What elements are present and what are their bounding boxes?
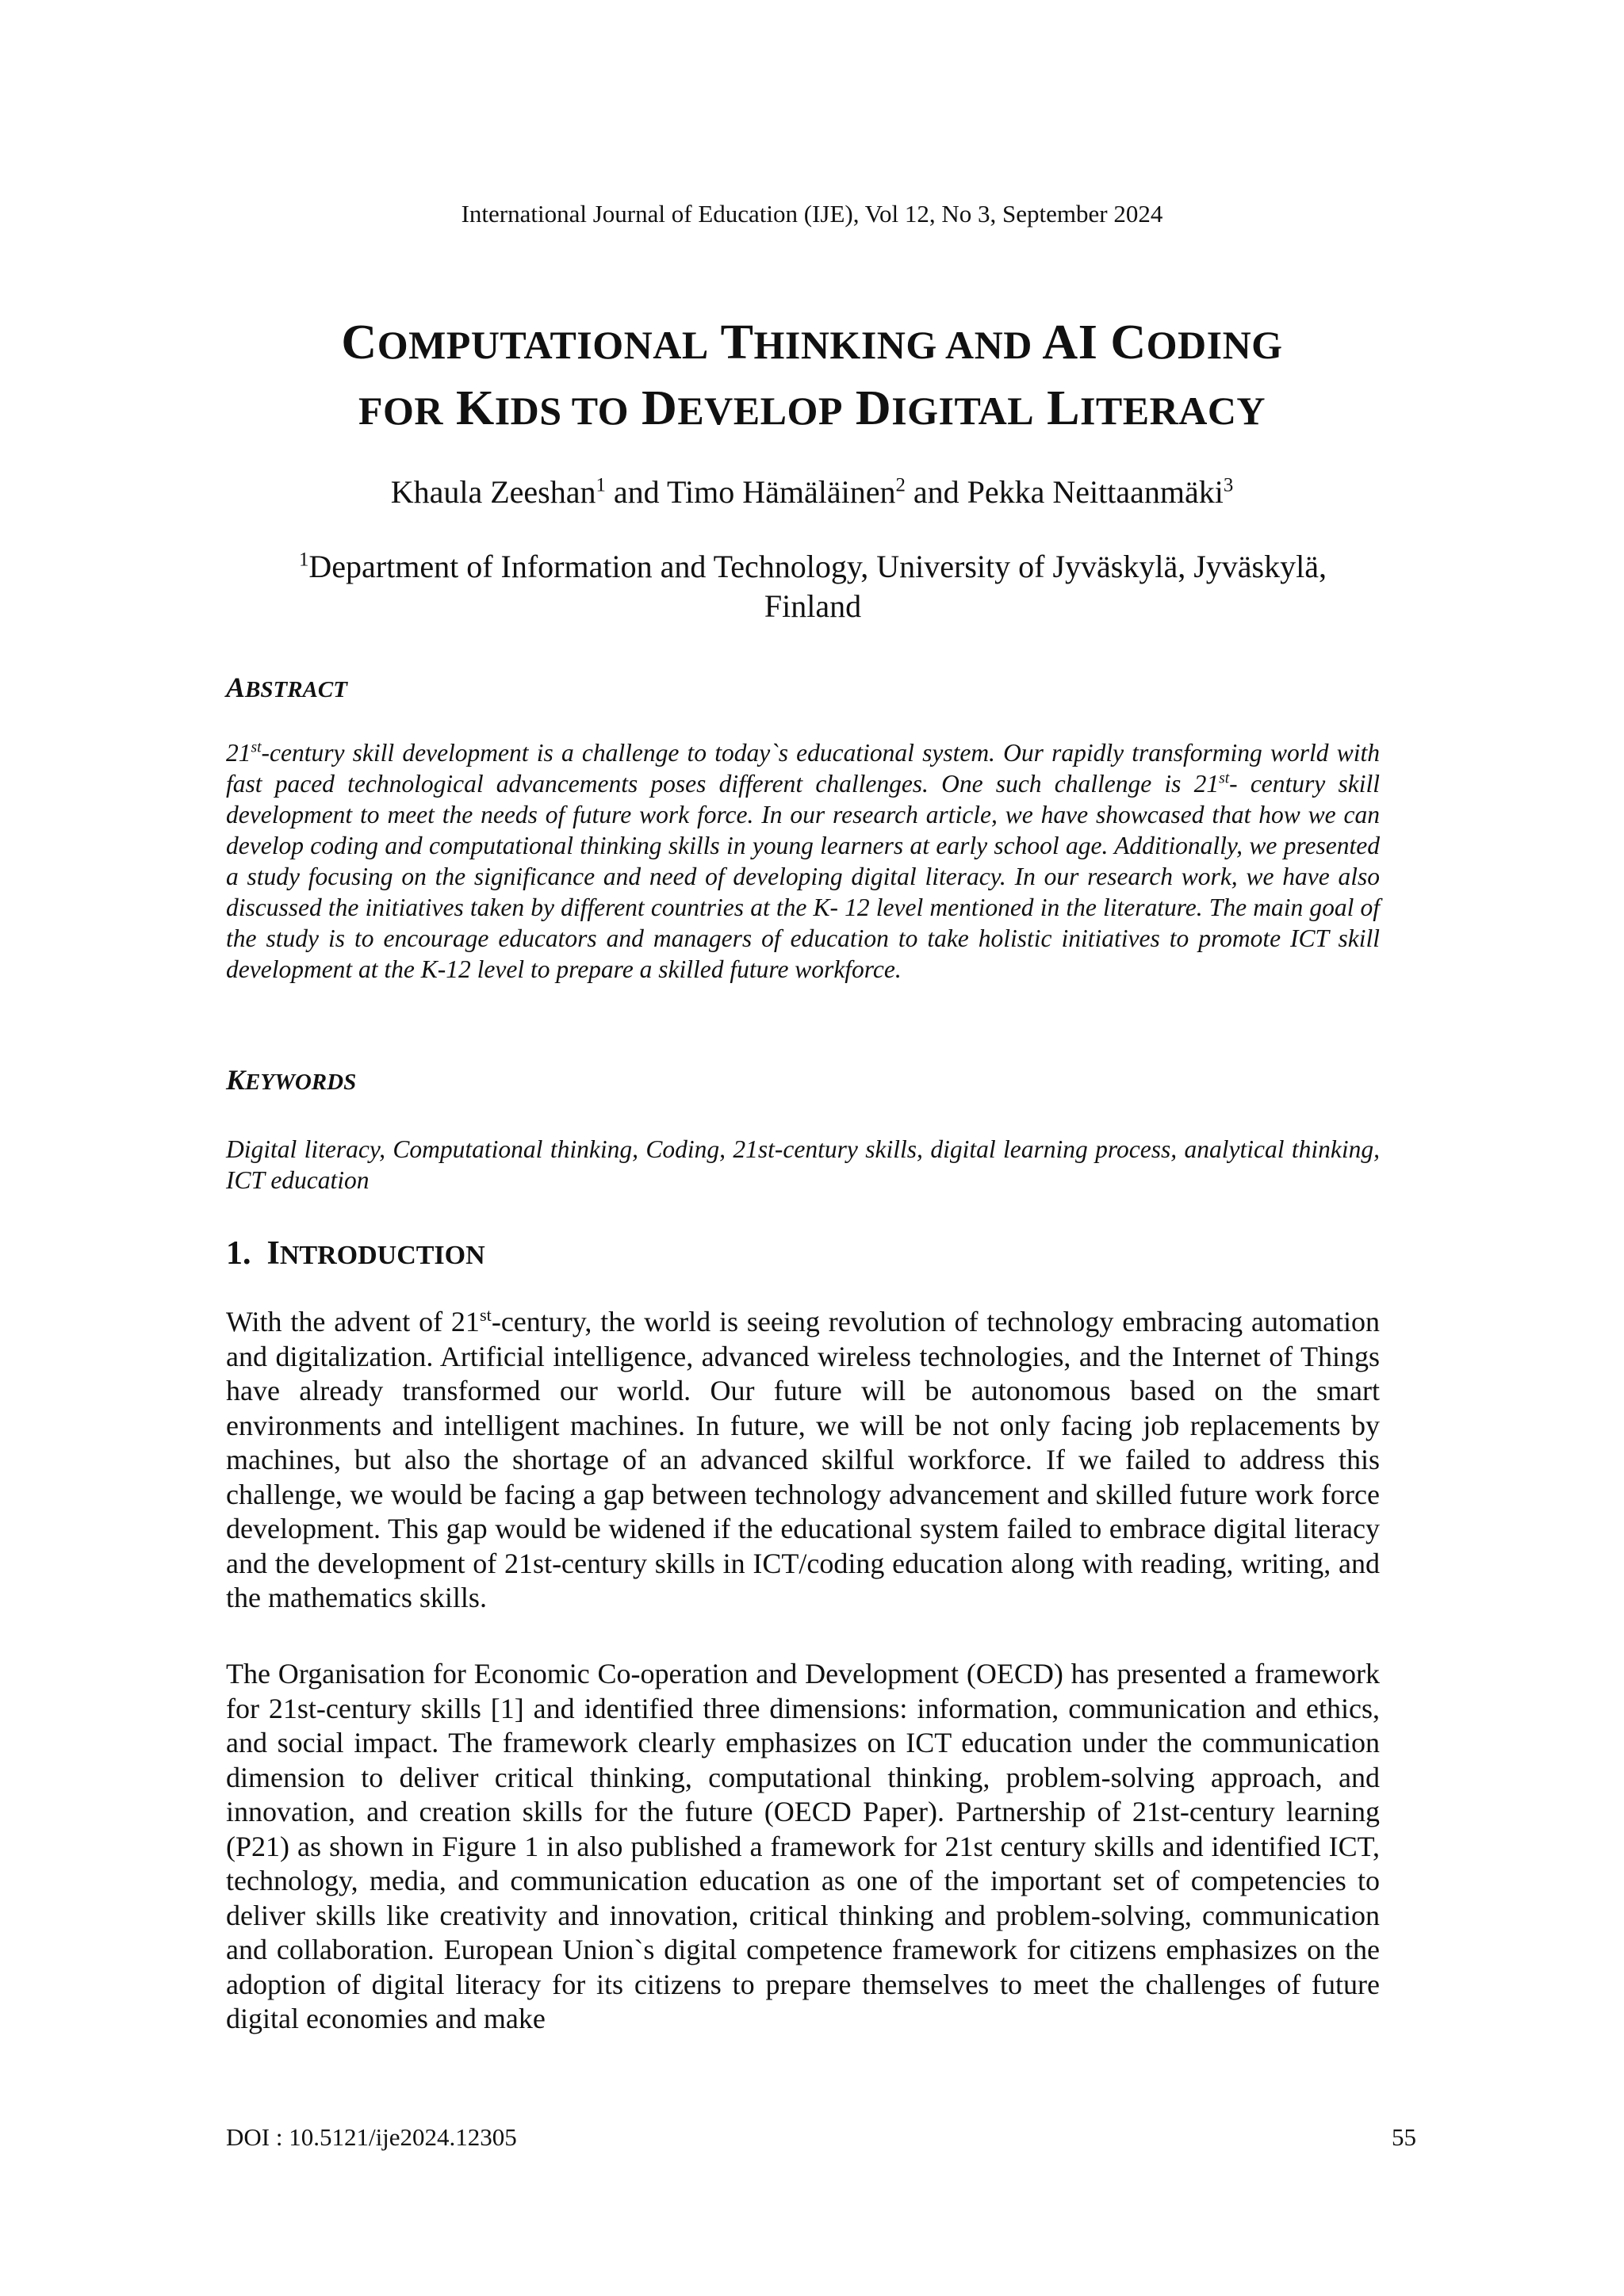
affiliation: $^1$Department of Information and Technology, University of Jyväskylä, Jyväskylä, Finland [299, 549, 1327, 624]
title-line-1: COMPUTATIONAL THINKING AND AI CODING [341, 316, 1283, 369]
keywords-text: Digital literacy, Computational thinking, Coding, 21st-century skills, digital learning process, analytical thinking, ICT education [226, 1135, 1380, 1194]
abstract-text: 21st-century skill development is a challenge to today`s educational system. Our rapidly transforming world with fast paced technological advancements poses different challenges. One such challenge is 21st- century skill development to meet the needs of future work force. In our research article, we have showcased that how we can develop coding and computational thinking skills in young learners at early school age. Additionally, we presented a study focusing on the significance and need of developing digital literacy. In our research work, we have also discussed the initiatives taken by different countries at the K- 12 level mentioned in the literature. The main goal of the study is to encourage educators and managers of education to take holistic initiatives to promote ICT skill development at the K-12 level to prepare a skilled future workforce. [226, 739, 1380, 983]
page-number: 55 [1392, 2123, 1416, 2151]
introduction-heading: 1. INTRODUCTION [226, 1235, 485, 1272]
paper-title [0, 311, 1624, 442]
introduction-paragraph-1: With the advent of 21st-century, the world is seeing revolution of technology embracing automation and digitalization. Artificial intelligence, advanced wireless technologies, and the Internet of Things have already transformed our world. Our future will be autonomous based on the smart environments and intelligent machines. In future, we will be not only facing job replacements by machines, but also the shortage of an advanced skilful workforce. If we failed to address this challenge, we would be facing a gap between technology advancement and skilled future work force development. This gap would be widened if the educational system failed to embrace digital literacy and the development of 21st-century skills in ICT/coding education along with reading, writing, and the mathematics skills. [226, 1305, 1380, 1613]
author-list: Khaula Zeeshan$^1$ and Timo Hämäläinen$^2$ and Pekka Neittaanmäki$^3$ [390, 474, 1234, 510]
introduction-paragraph-2: The Organisation for Economic Co-operation and Development (OECD) has presented a framework for 21st-century skills [1] and identified three dimensions: information, communication and ethics, and social impact. The framework clearly emphasizes on ICT education under the communication dimension to deliver critical thinking, computational thinking, problem-solving approach, and innovation, and creation skills for the future (OECD Paper). Partnership of 21st-century learning (P21) as shown in Figure 1 in also published a framework for 21st century skills and identified ICT, technology, media, and communication education as one of the important set of competencies to deliver skills like creativity and innovation, critical thinking and problem-solving, communication and collaboration. European Union`s digital competence framework for citizens emphasizes on the adoption of digital literacy for its citizens to prepare themselves to meet the challenges of future digital economies and make [226, 1658, 1380, 2034]
abstract-heading: ABSTRACT [226, 672, 347, 703]
footer-doi: DOI : 10.5121/ije2024.12305 [226, 2123, 517, 2151]
running-header: International Journal of Education (IJE), Vol 12, No 3, September 2024 [461, 200, 1163, 228]
keywords-heading: KEYWORDS [226, 1064, 357, 1096]
title-line-2: FOR KIDS TO DEVELOP DIGITAL LITERACY [358, 381, 1266, 435]
